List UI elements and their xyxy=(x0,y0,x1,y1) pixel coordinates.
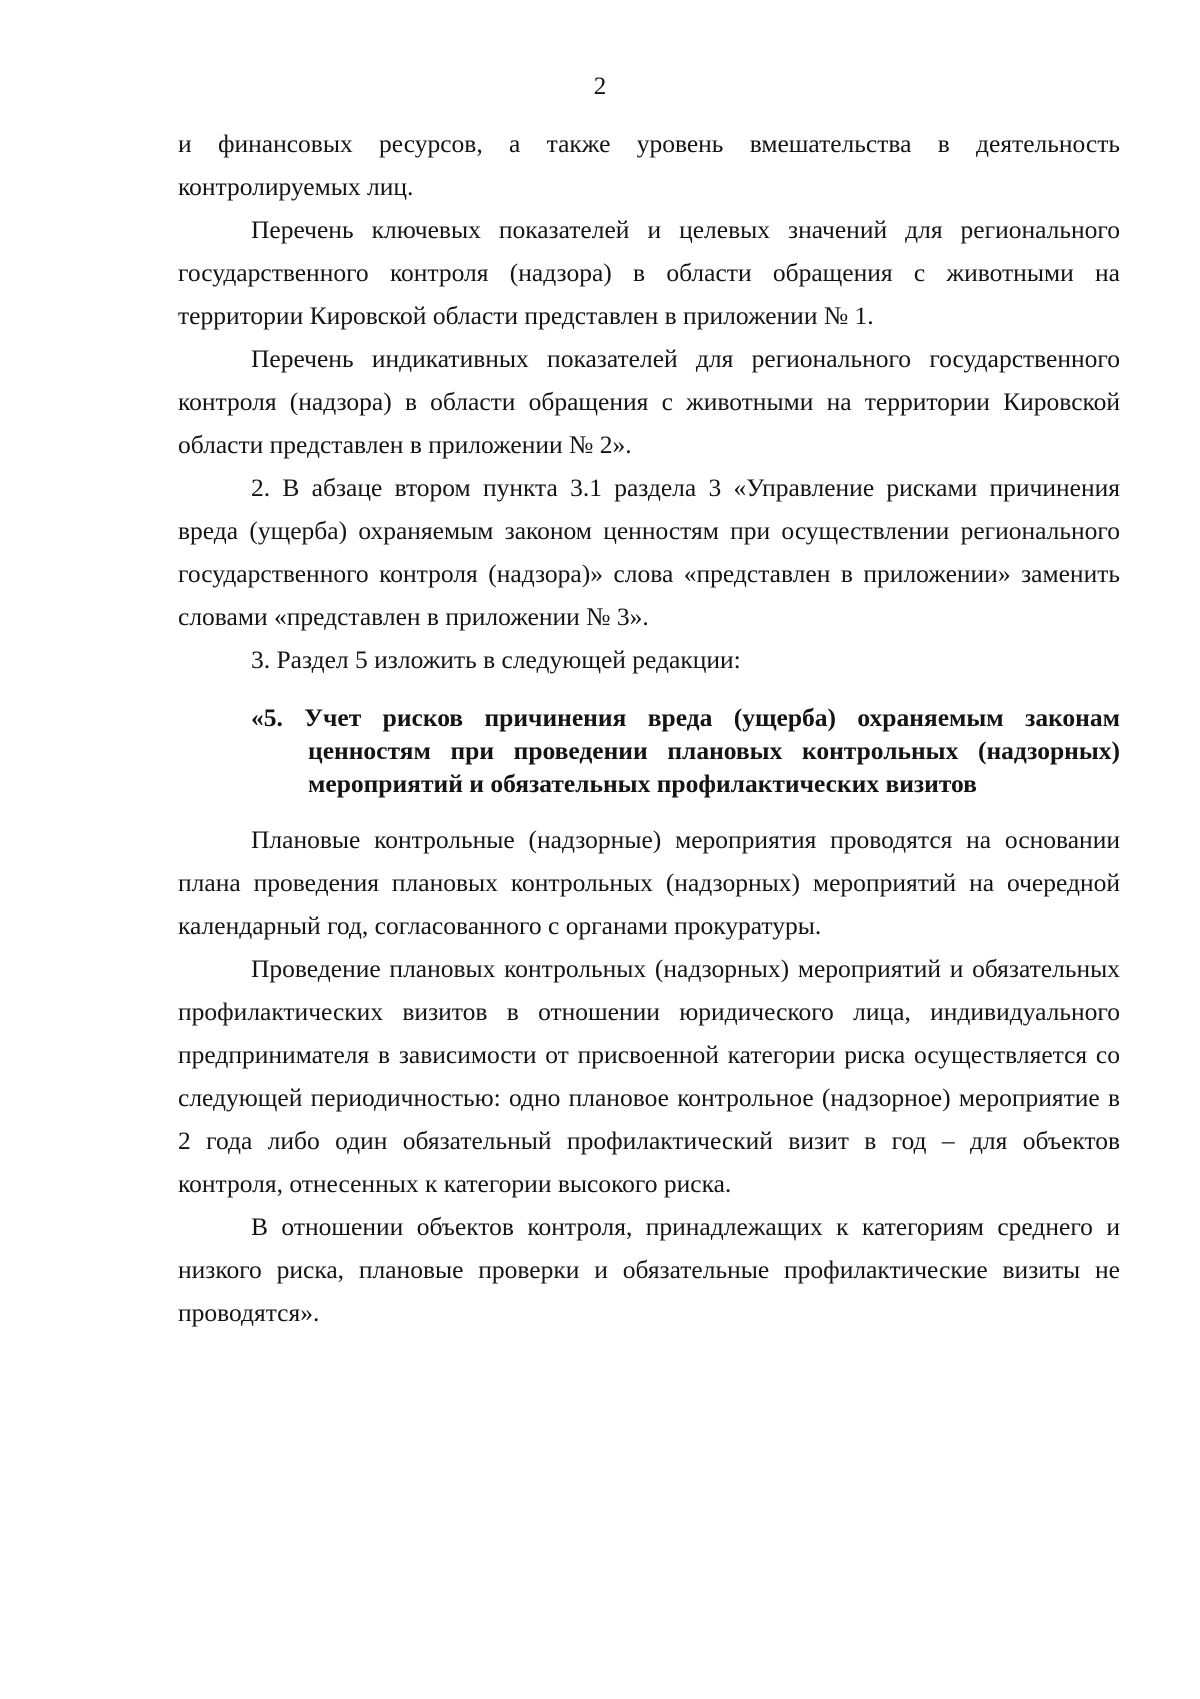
paragraph-medium-low-risk: В отношении объектов контроля, принадлежащих к категориям среднего и низкого риска, плановые проверки и обязательные профилактические визиты не проводятся». xyxy=(178,1212,1120,1327)
paragraph-item-2: 2. В абзаце втором пункта 3.1 раздела 3 «Управление рисками причинения вреда (ущерба) охраняемым законом ценностям при осуществлении регионального государственного контроля (надзора)» слова «представлен в приложении» заменить словами «представлен в приложении № 3». xyxy=(178,473,1120,631)
paragraph-periodicity: Проведение плановых контрольных (надзорных) мероприятий и обязательных профилактических визитов в отношении юридического лица, индивидуального предпринимателя в зависимости от присвоенной категории риска осуществляется со следующей периодичностью: одно плановое контрольное (надзорное) мероприятие в 2 года либо один обязательный профилактический визит в год – для объектов контроля, отнесенных к категории высокого риска. xyxy=(178,954,1120,1198)
paragraph-item-3: 3. Раздел 5 изложить в следующей редакции: xyxy=(251,645,741,674)
paragraph-key-indicators: Перечень ключевых показателей и целевых значений для регионального государственного контроля (надзора) в области обращения с животными на территории Кировской области представлен в приложении № 1. xyxy=(178,215,1120,330)
paragraph-continuation: и финансовых ресурсов, а также уровень вмешательства в деятельность контролируемых лиц. xyxy=(178,129,1120,201)
document-body xyxy=(178,122,1120,1334)
paragraph-planned-measures: Плановые контрольные (надзорные) мероприятия проводятся на основании плана проведения плановых контрольных (надзорных) мероприятий на очередной календарный год, согласованного с органами прокуратуры. xyxy=(178,825,1120,940)
section-5-heading: «5. Учет рисков причинения вреда (ущерба) охраняемым законам ценностям при проведении плановых контрольных (надзорных) мероприятий и обязательных профилактических визитов xyxy=(251,703,1120,798)
page-number: 2 xyxy=(593,73,607,100)
paragraph-indicative-indicators: Перечень индикативных показателей для регионального государственного контроля (надзора) в области обращения с животными на территории Кировской области представлен в приложении № 2». xyxy=(178,344,1120,459)
